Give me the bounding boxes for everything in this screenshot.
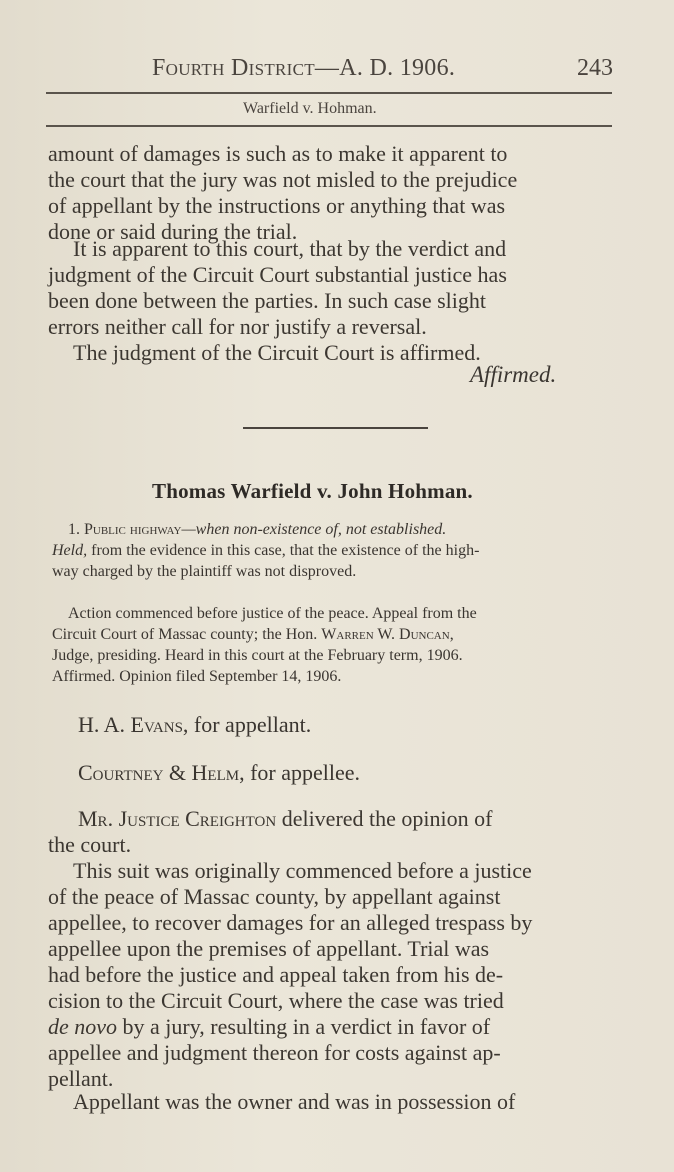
procedural-history [52, 603, 622, 687]
text-line: Appellant was the owner and was in possession of [73, 1089, 516, 1114]
headnote-topic-rest: —when non-existence of, not established. [181, 521, 447, 538]
headnote-number: 1. [68, 521, 80, 538]
text-line: It is apparent to this court, that by the verdict and [73, 236, 507, 261]
text-fragment: by a jury, resulting in a verdict in favor of [122, 1014, 491, 1039]
procedural-line-4: Affirmed. Opinion filed September 14, 1906. [52, 668, 342, 685]
opinion-intro-line-2: the court. [48, 832, 132, 857]
text-line: This suit was originally commenced before a justice [73, 858, 532, 883]
disposition-affirmed: Affirmed. [470, 362, 557, 387]
counsel-appellant-name: H. A. Evans, [78, 712, 189, 737]
procedural-line-3: Judge, presiding. Heard in this court at the February term, 1906. [52, 647, 463, 664]
headnote-held-text: from the evidence in this case, that the existence of the high- [91, 542, 480, 559]
header-rule-top [46, 92, 612, 94]
opinion-intro-rest: delivered the opinion of [281, 806, 493, 831]
headnote-line-1 [52, 519, 622, 540]
running-head: Fourth District—A. D. 1906. [152, 55, 456, 81]
headnote [52, 519, 622, 582]
procedural-line-2 [52, 624, 622, 645]
counsel-appellant-role: for appellant. [193, 712, 312, 737]
held-label: Held, [52, 542, 88, 559]
opinion-intro-line-1 [48, 806, 618, 832]
text-line: appellee and judgment thereon for costs against ap- [48, 1040, 501, 1065]
case-title: Thomas Warfield v. John Hohman. [152, 479, 473, 503]
counsel-appellee [78, 760, 360, 786]
counsel-appellant [78, 712, 311, 738]
text-line: had before the justice and appeal taken from his de- [48, 962, 504, 987]
headnote-line-3: way charged by the plaintiff was not disproved. [52, 563, 357, 580]
justice-name: Mr. Justice Creighton [78, 806, 277, 831]
prior-opinion-paragraph-2 [48, 236, 618, 340]
text-line: judgment of the Circuit Court substantial justice has [48, 262, 507, 287]
headnote-topic: Public highway [84, 521, 182, 538]
text-line: appellee upon the premises of appellant. Trial was [48, 936, 490, 961]
counsel-appellee-role: for appellee. [250, 760, 361, 785]
prior-opinion-paragraph-1 [48, 141, 618, 245]
opinion-intro [48, 806, 618, 858]
text-line: appellee, to recover damages for an alleged trespass by [48, 910, 533, 935]
text-line: of the peace of Massac county, by appellant against [48, 884, 501, 909]
header-rule-bottom [46, 125, 612, 127]
text-line: The judgment of the Circuit Court is affirmed. [73, 340, 481, 365]
counsel-appellee-name: Courtney & Helm, [78, 760, 245, 785]
text-line: cision to the Circuit Court, where the case was tried [48, 988, 504, 1013]
opinion-paragraph-1 [48, 858, 618, 1092]
text-line: pellant. [48, 1066, 114, 1091]
text-line: errors neither call for nor justify a reversal. [48, 314, 427, 339]
case-short-title: Warfield v. Hohman. [243, 100, 377, 117]
latin-phrase: de novo [48, 1014, 118, 1039]
headnote-line-2 [52, 540, 622, 561]
procedural-court: Circuit Court of Massac county; the Hon. [52, 626, 318, 643]
page-number: 243 [577, 55, 613, 81]
opinion-paragraph-2 [48, 1089, 618, 1115]
text-line: of appellant by the instructions or anything that was [48, 193, 506, 218]
text-line [48, 1014, 618, 1040]
text-line: been done between the parties. In such case slight [48, 288, 487, 313]
presiding-judge: Warren W. Duncan, [321, 626, 454, 643]
procedural-line-1: Action commenced before justice of the peace. Appeal from the [68, 605, 477, 622]
section-divider [243, 427, 428, 429]
text-line: amount of damages is such as to make it apparent to [48, 141, 508, 166]
text-line: the court that the jury was not misled to the prejudice [48, 167, 518, 192]
text-line: done or said during the trial. [48, 219, 298, 244]
